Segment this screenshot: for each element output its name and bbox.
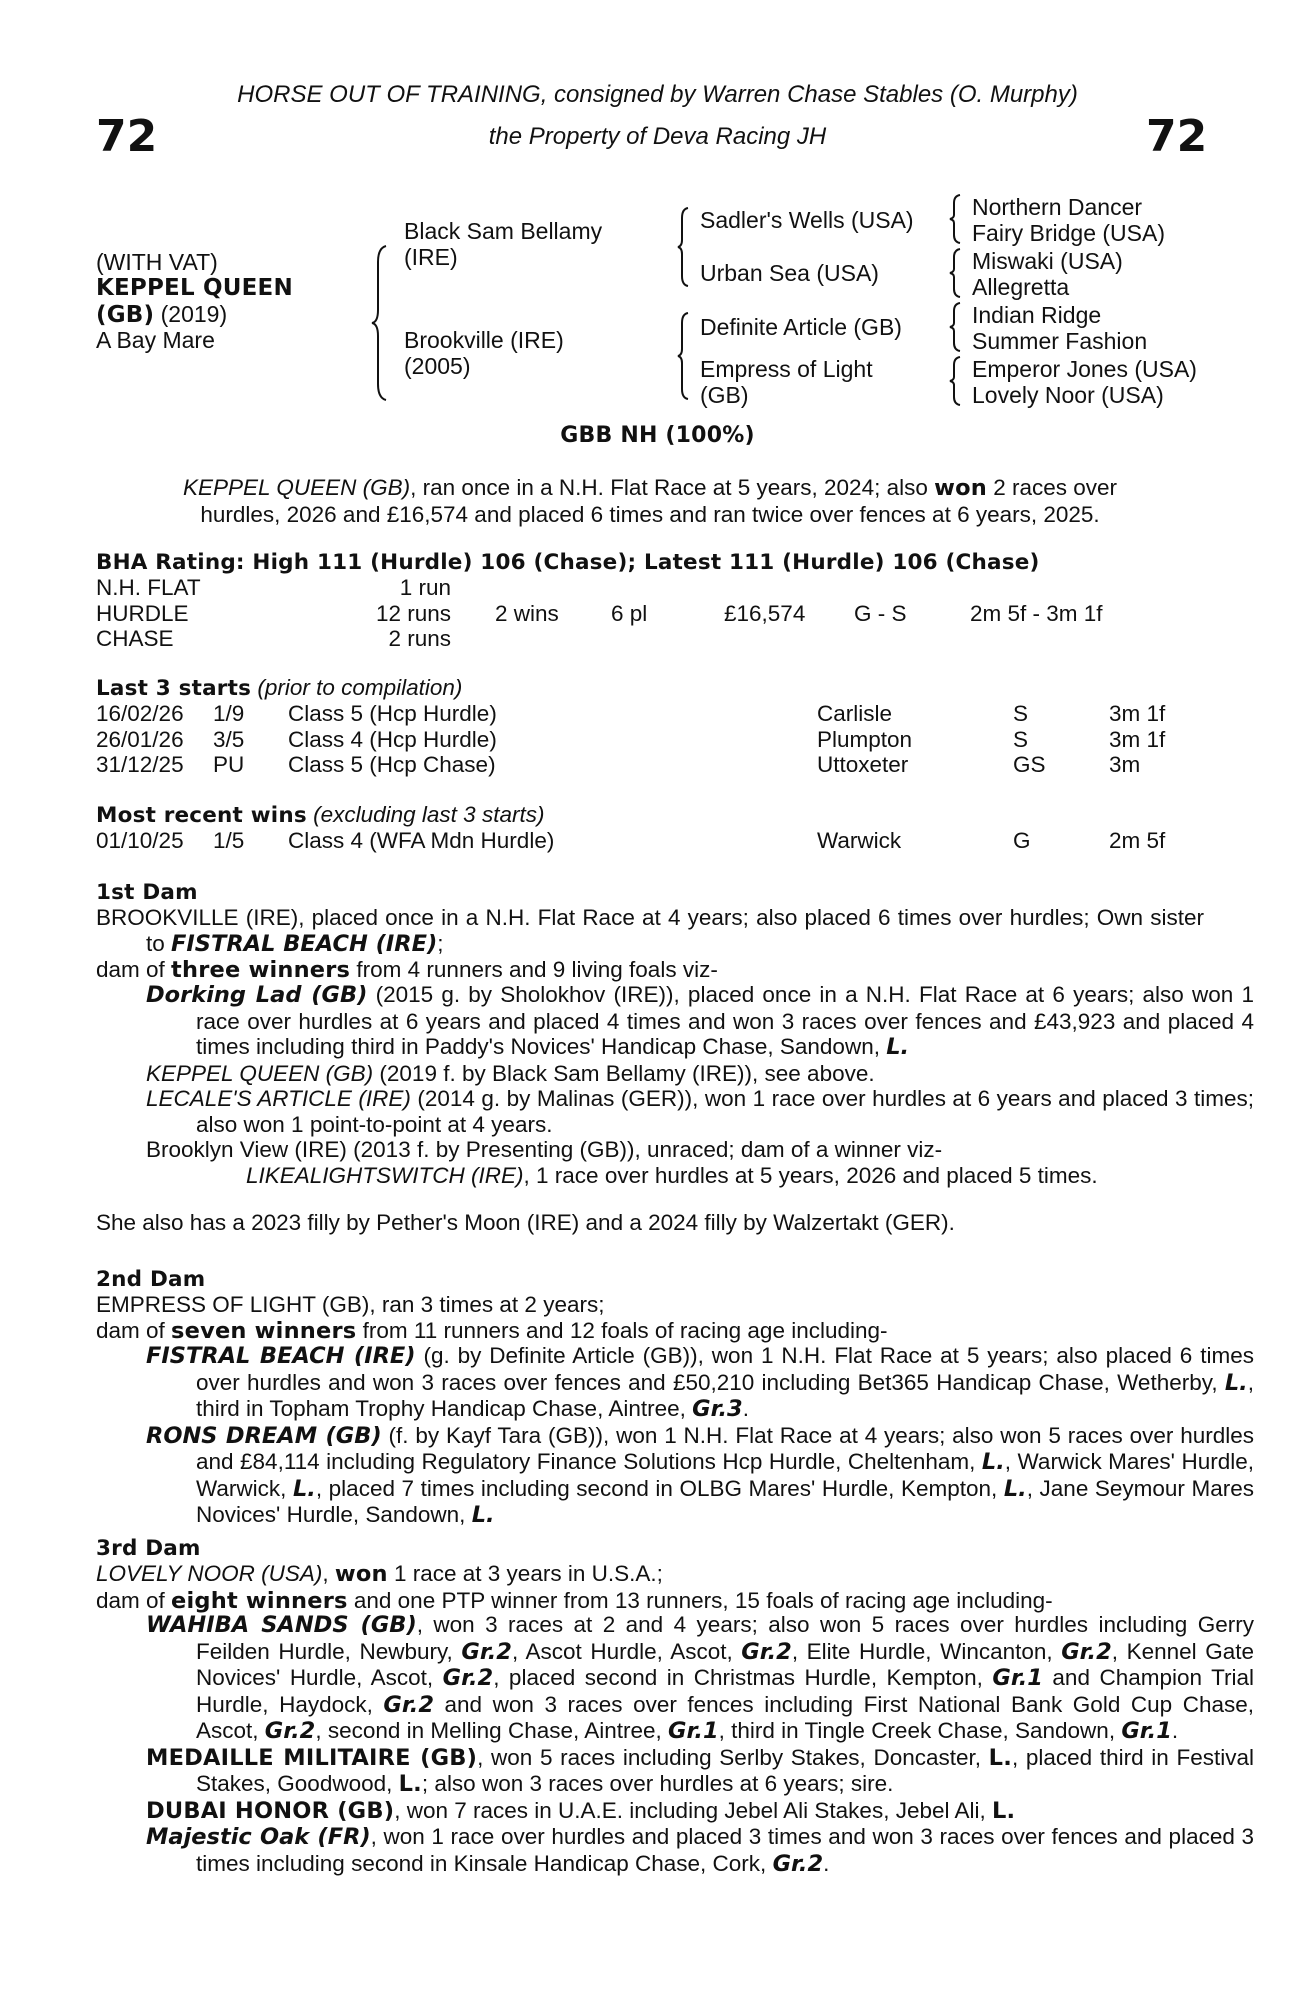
grade-label: Gr.2 bbox=[442, 1665, 494, 1691]
vat-label: (WITH VAT) bbox=[96, 249, 218, 275]
progeny-text: , second in Melling Chase, Aintree, bbox=[315, 1718, 669, 1743]
progeny-text: (f. by Kayf Tara (GB)), won 1 N.H. Flat Race at 4 years; also won 5 races over hurdles and £84,114 including Regulatory Finance Solutions Hcp Hurdle, Cheltenham, bbox=[196, 1422, 1254, 1474]
distance: 3m 1f bbox=[1109, 726, 1166, 752]
race-type: CHASE bbox=[96, 626, 174, 651]
grade-label: L. bbox=[988, 1744, 1012, 1771]
progeny-text: , Kennel Gate Novices' Hurdle, Ascot, bbox=[196, 1638, 1254, 1690]
dam-of-text: from 11 runners and 12 foals of racing age including- bbox=[356, 1317, 888, 1343]
race-date: 26/01/26 bbox=[96, 726, 184, 752]
progeny-name: Brooklyn View (IRE) bbox=[146, 1137, 347, 1162]
dam-dam: Empress of Light bbox=[700, 356, 873, 382]
distance: 3m 1f bbox=[1109, 701, 1166, 726]
breed-code: GBB NH (100%) bbox=[560, 423, 755, 448]
summary-line-1 bbox=[96, 475, 1204, 502]
recent-wins-heading bbox=[96, 802, 544, 829]
first-dam-intro-text: BROOKVILLE (IRE), placed once in a N.H. Flat Race at 4 years; also placed 6 times over hurdles; bbox=[96, 905, 1090, 930]
race-class: Class 5 (Hcp Hurdle) bbox=[288, 701, 497, 726]
pedigree-brace-sire bbox=[676, 206, 690, 288]
punctuation: ; bbox=[437, 930, 444, 956]
great-grandparent: Allegretta bbox=[972, 274, 1070, 300]
pedigree-brace-gg1 bbox=[948, 193, 962, 245]
grade-label: Gr.2 bbox=[741, 1638, 792, 1665]
progeny-text: , third in Topham Trophy Handicap Chase, Aintree, bbox=[196, 1369, 1254, 1421]
progeny-text: , won 7 races in U.A.E. including Jebel Ali Stakes, Jebel Ali, bbox=[394, 1797, 992, 1823]
horse-origin bbox=[96, 301, 227, 328]
runs: 2 runs bbox=[388, 626, 451, 651]
race-type: N.H. FLAT bbox=[96, 575, 201, 600]
dam-dam-country: (GB) bbox=[700, 382, 749, 408]
lot-number-left: 72 bbox=[96, 111, 158, 162]
lot-number-right: 72 bbox=[1146, 111, 1208, 162]
first-dam-own-sister-name: FISTRAL BEACH (IRE) bbox=[171, 930, 438, 957]
second-dam-intro: EMPRESS OF LIGHT (GB), ran 3 times at 2 years; bbox=[96, 1292, 605, 1317]
progeny-text: ; also won 3 races over hurdles at 6 years; sire. bbox=[421, 1771, 894, 1796]
race-class: Class 4 (Hcp Hurdle) bbox=[288, 726, 497, 752]
prize-money: £16,574 bbox=[724, 600, 806, 626]
summary-horse-name: KEPPEL QUEEN (GB) bbox=[182, 475, 411, 500]
progeny-name: LECALE'S ARTICLE (IRE) bbox=[146, 1086, 411, 1111]
start-row bbox=[96, 752, 1206, 777]
dam-of-text: and one PTP winner from 13 runners, 15 foals of racing age including- bbox=[347, 1587, 1053, 1613]
grade-label: L. bbox=[398, 1771, 422, 1797]
punctuation: , bbox=[322, 1561, 335, 1586]
progeny-text: and won 3 races over fences including First National Bank Gold Cup Chase, Ascot, bbox=[196, 1691, 1254, 1743]
progeny-text: , won 3 races at 2 and 4 years; also won 5 races over hurdles including Gerry Feilden Hurdle, Newbury, bbox=[196, 1612, 1254, 1664]
first-dam-intro bbox=[96, 905, 1204, 957]
dam-of-text: dam of bbox=[96, 957, 172, 982]
distance: 3m bbox=[1109, 752, 1141, 777]
progeny-name: FISTRAL BEACH (IRE) bbox=[146, 1343, 416, 1369]
pedigree-brace-dam bbox=[676, 311, 690, 401]
sire-dam: Urban Sea (USA) bbox=[700, 260, 879, 286]
course: Warwick bbox=[817, 828, 902, 853]
dam-of-text: from 4 runners and 9 living foals viz- bbox=[350, 957, 718, 982]
recent-wins-title: Most recent wins bbox=[96, 803, 307, 828]
progeny-text: , placed second in Christmas Hurdle, Kempton, bbox=[493, 1665, 993, 1690]
race-class: Class 4 (WFA Mdn Hurdle) bbox=[288, 828, 555, 853]
progeny-item bbox=[146, 1060, 1254, 1087]
great-grandparent: Emperor Jones (USA) bbox=[972, 356, 1197, 382]
dam-year: (2005) bbox=[404, 353, 471, 379]
pedigree-brace-gg4 bbox=[948, 355, 962, 407]
grade-label: L. bbox=[1003, 1475, 1027, 1502]
progeny-text: and Champion Trial Hurdle, Haydock, bbox=[196, 1665, 1255, 1717]
progeny-item bbox=[146, 1797, 1254, 1825]
great-grandparent: Summer Fashion bbox=[972, 328, 1148, 354]
third-dam-name: LOVELY NOOR (USA) bbox=[96, 1561, 323, 1586]
great-grandparent: Northern Dancer bbox=[972, 194, 1143, 220]
bha-rating-title: BHA Rating: High 111 (Hurdle) 106 (Chase); Latest 111 (Hurdle) 106 (Chase) bbox=[96, 550, 1040, 575]
second-dam-title: 2nd Dam bbox=[96, 1267, 206, 1292]
grade-label: Gr.2 bbox=[383, 1691, 434, 1718]
progeny-text: . bbox=[1171, 1718, 1179, 1743]
second-dam-section bbox=[96, 1292, 1204, 1344]
progeny-name: MEDAILLE MILITAIRE (GB) bbox=[146, 1744, 478, 1771]
first-dam-title: 1st Dam bbox=[96, 880, 198, 905]
distance: 2m 5f bbox=[1109, 828, 1166, 853]
race-date: 16/02/26 bbox=[96, 701, 184, 726]
great-grandparent: Lovely Noor (USA) bbox=[972, 382, 1164, 408]
first-dam-produce bbox=[96, 957, 1204, 984]
start-row bbox=[96, 727, 1206, 752]
grade-label: Gr.2 bbox=[264, 1718, 316, 1744]
second-dam-produce bbox=[96, 1318, 1204, 1345]
progeny-text: , Warwick Mares' Hurdle, Warwick, bbox=[196, 1449, 1254, 1501]
sire-name: Black Sam Bellamy bbox=[404, 218, 603, 244]
finish-position: 3/5 bbox=[213, 726, 245, 752]
grade-label: Gr.2 bbox=[1061, 1638, 1112, 1665]
summary-won: won bbox=[934, 475, 987, 501]
first-dam-section bbox=[96, 905, 1204, 984]
finish-position: PU bbox=[213, 752, 245, 777]
consignor-line: HORSE OUT OF TRAINING, consigned by Warren Chase Stables (O. Murphy) bbox=[237, 81, 1078, 108]
going-range: G - S bbox=[854, 600, 907, 626]
grade-label: L. bbox=[471, 1502, 495, 1528]
third-dam-intro bbox=[96, 1561, 1204, 1588]
placed: 6 pl bbox=[611, 600, 648, 626]
pedigree-brace-main bbox=[370, 244, 388, 402]
progeny-item bbox=[146, 1086, 1255, 1137]
grand-progeny-name: LIKEALIGHTSWITCH (IRE) bbox=[246, 1162, 524, 1188]
great-grandparent: Fairy Bridge (USA) bbox=[972, 220, 1165, 246]
great-grandparent: Miswaki (USA) bbox=[972, 248, 1123, 274]
great-grandparent: Indian Ridge bbox=[972, 302, 1102, 328]
progeny-name: Majestic Oak (FR) bbox=[146, 1824, 371, 1850]
progeny-text: , Ascot Hurdle, Ascot, bbox=[511, 1638, 742, 1664]
wins: 2 wins bbox=[495, 600, 559, 626]
race-date: 01/10/25 bbox=[96, 828, 184, 853]
going: S bbox=[1013, 701, 1029, 726]
winners-count: seven winners bbox=[171, 1317, 357, 1344]
progeny-text: (2019 f. by Black Sam Bellamy (IRE)), see above. bbox=[373, 1060, 875, 1086]
progeny-name: RONS DREAM (GB) bbox=[146, 1422, 382, 1449]
grade-label: L. bbox=[1224, 1369, 1248, 1396]
progeny-text: (2014 g. by Malinas (GER)), won 1 race over hurdles at 6 years and placed 3 times; also won 1 point-to-point at 4 years. bbox=[196, 1086, 1255, 1137]
progeny-text: , third in Tingle Creek Chase, Sandown, bbox=[718, 1718, 1122, 1743]
race-date: 31/12/25 bbox=[96, 752, 184, 777]
third-dam-text: 1 race at 3 years in U.S.A.; bbox=[387, 1561, 663, 1586]
going: S bbox=[1013, 726, 1029, 752]
progeny-item bbox=[146, 1824, 1254, 1877]
grade-label: L. bbox=[886, 1034, 910, 1060]
progeny-item bbox=[146, 1744, 1254, 1798]
progeny-text: (2015 g. by Sholokhov (IRE)), placed once in a N.H. Flat Race at 6 years; also won 1 race over hurdles at 6 years and placed 4 times and won 3 races over fences and £43,923 and placed 4 times including third in Paddy's Novices' Handicap Chase, Sandown, bbox=[196, 982, 1254, 1059]
grade-label: Gr.1 bbox=[668, 1718, 719, 1744]
first-dam-own-sister: Own sister to bbox=[146, 905, 1204, 956]
first-dam-footer: She also has a 2023 filly by Pether's Moon (IRE) and a 2024 filly by Walzertakt (GER). bbox=[96, 1210, 955, 1235]
grade-label: Gr.2 bbox=[772, 1850, 824, 1877]
recent-wins-subtitle: (excluding last 3 starts) bbox=[313, 802, 545, 827]
sire-sire: Sadler's Wells (USA) bbox=[700, 207, 914, 233]
runs: 1 run bbox=[399, 575, 451, 600]
third-dam-section bbox=[96, 1561, 1204, 1614]
first-dam-progeny bbox=[146, 982, 1254, 1188]
second-dam-progeny bbox=[146, 1343, 1254, 1529]
winners-count: eight winners bbox=[171, 1587, 348, 1614]
grand-progeny-item bbox=[196, 1163, 1254, 1189]
progeny-text: (2013 f. by Presenting (GB)), unraced; dam of a winner viz- bbox=[346, 1137, 943, 1162]
race-type: HURDLE bbox=[96, 600, 189, 626]
progeny-text: . bbox=[823, 1850, 830, 1876]
third-dam-produce bbox=[96, 1588, 1204, 1615]
progeny-item bbox=[146, 1343, 1254, 1423]
start-row bbox=[96, 701, 1206, 726]
dam-sire: Definite Article (GB) bbox=[700, 314, 902, 340]
grade-label: Gr.1 bbox=[992, 1665, 1043, 1691]
course: Plumpton bbox=[817, 726, 913, 752]
race-class: Class 5 (Hcp Chase) bbox=[288, 752, 496, 777]
grade-label: Gr.1 bbox=[1121, 1718, 1172, 1744]
finish-position: 1/9 bbox=[213, 701, 245, 726]
distance-range: 2m 5f - 3m 1f bbox=[970, 600, 1103, 626]
summary-text: 2 races over bbox=[986, 475, 1118, 500]
third-dam-title: 3rd Dam bbox=[96, 1536, 201, 1561]
dam-name: Brookville (IRE) bbox=[404, 327, 564, 353]
won-label: won bbox=[334, 1561, 388, 1587]
summary-line-2: hurdles, 2026 and £16,574 and placed 6 times and ran twice over fences at 6 years, 2025. bbox=[200, 501, 1100, 527]
progeny-item bbox=[146, 1612, 1255, 1745]
progeny-text: , won 5 races including Serlby Stakes, Doncaster, bbox=[477, 1744, 989, 1770]
rating-row bbox=[96, 601, 1206, 626]
grade-label: Gr.2 bbox=[461, 1638, 512, 1665]
progeny-name: DUBAI HONOR (GB) bbox=[146, 1797, 395, 1824]
progeny-text: , Jane Seymour Mares Novices' Hurdle, Sandown, bbox=[196, 1475, 1254, 1527]
progeny-item bbox=[146, 1137, 1254, 1163]
finish-position: 1/5 bbox=[213, 828, 245, 853]
progeny-text: , placed third in Festival Stakes, Goodwood, bbox=[196, 1744, 1254, 1796]
property-line: the Property of Deva Racing JH bbox=[488, 123, 827, 150]
last-starts-heading bbox=[96, 675, 462, 702]
winners-count: three winners bbox=[171, 957, 351, 983]
course: Uttoxeter bbox=[817, 752, 909, 777]
last-starts-subtitle: (prior to compilation) bbox=[257, 675, 463, 700]
progeny-text: . bbox=[742, 1396, 749, 1421]
progeny-name: KEPPEL QUEEN (GB) bbox=[146, 1060, 374, 1086]
progeny-name: WAHIBA SANDS (GB) bbox=[146, 1612, 417, 1638]
grade-label: L. bbox=[292, 1475, 316, 1502]
horse-country: (GB) bbox=[96, 302, 155, 328]
going: G bbox=[1013, 828, 1031, 853]
grade-label: Gr.3 bbox=[692, 1396, 743, 1422]
runs: 12 runs bbox=[375, 600, 451, 626]
progeny-text: , placed 7 times including second in OLBG Mares' Hurdle, Kempton, bbox=[315, 1475, 1004, 1501]
summary-text: , ran once in a N.H. Flat Race at 5 years, 2024; also bbox=[410, 475, 935, 500]
grand-progeny-text: , 1 race over hurdles at 5 years, 2026 and placed 5 times. bbox=[523, 1162, 1098, 1188]
horse-name: KEPPEL QUEEN bbox=[96, 275, 293, 301]
progeny-text: (g. by Definite Article (GB)), won 1 N.H. Flat Race at 5 years; also placed 6 times over hurdles and won 3 races over fences and £50,210 including Bet365 Handicap Chase, Wetherby, bbox=[196, 1343, 1254, 1395]
pedigree-brace-gg2 bbox=[948, 247, 962, 299]
progeny-text: , Elite Hurdle, Wincanton, bbox=[791, 1638, 1062, 1664]
race-summary bbox=[96, 475, 1204, 527]
going: GS bbox=[1013, 752, 1046, 777]
dam-of-text: dam of bbox=[96, 1317, 172, 1343]
sire-country: (IRE) bbox=[404, 244, 458, 270]
win-row bbox=[96, 828, 1206, 853]
third-dam-progeny bbox=[146, 1612, 1254, 1877]
last-starts-title: Last 3 starts bbox=[96, 676, 252, 701]
progeny-name: Dorking Lad (GB) bbox=[146, 982, 368, 1008]
dam-of-text: dam of bbox=[96, 1587, 172, 1613]
course: Carlisle bbox=[817, 701, 893, 726]
progeny-text: , won 1 race over hurdles and placed 3 times and won 3 races over fences and placed 3 times including second in Kinsale Handicap Chase, Cork, bbox=[196, 1824, 1254, 1876]
rating-row bbox=[96, 575, 1206, 600]
progeny-item bbox=[146, 1422, 1254, 1529]
rating-row bbox=[96, 626, 1206, 651]
pedigree-brace-gg3 bbox=[948, 301, 962, 353]
horse-description: A Bay Mare bbox=[96, 327, 215, 353]
progeny-item bbox=[146, 982, 1254, 1061]
grade-label: L. bbox=[992, 1797, 1016, 1824]
horse-year: (2019) bbox=[160, 301, 228, 327]
grade-label: L. bbox=[981, 1449, 1005, 1475]
